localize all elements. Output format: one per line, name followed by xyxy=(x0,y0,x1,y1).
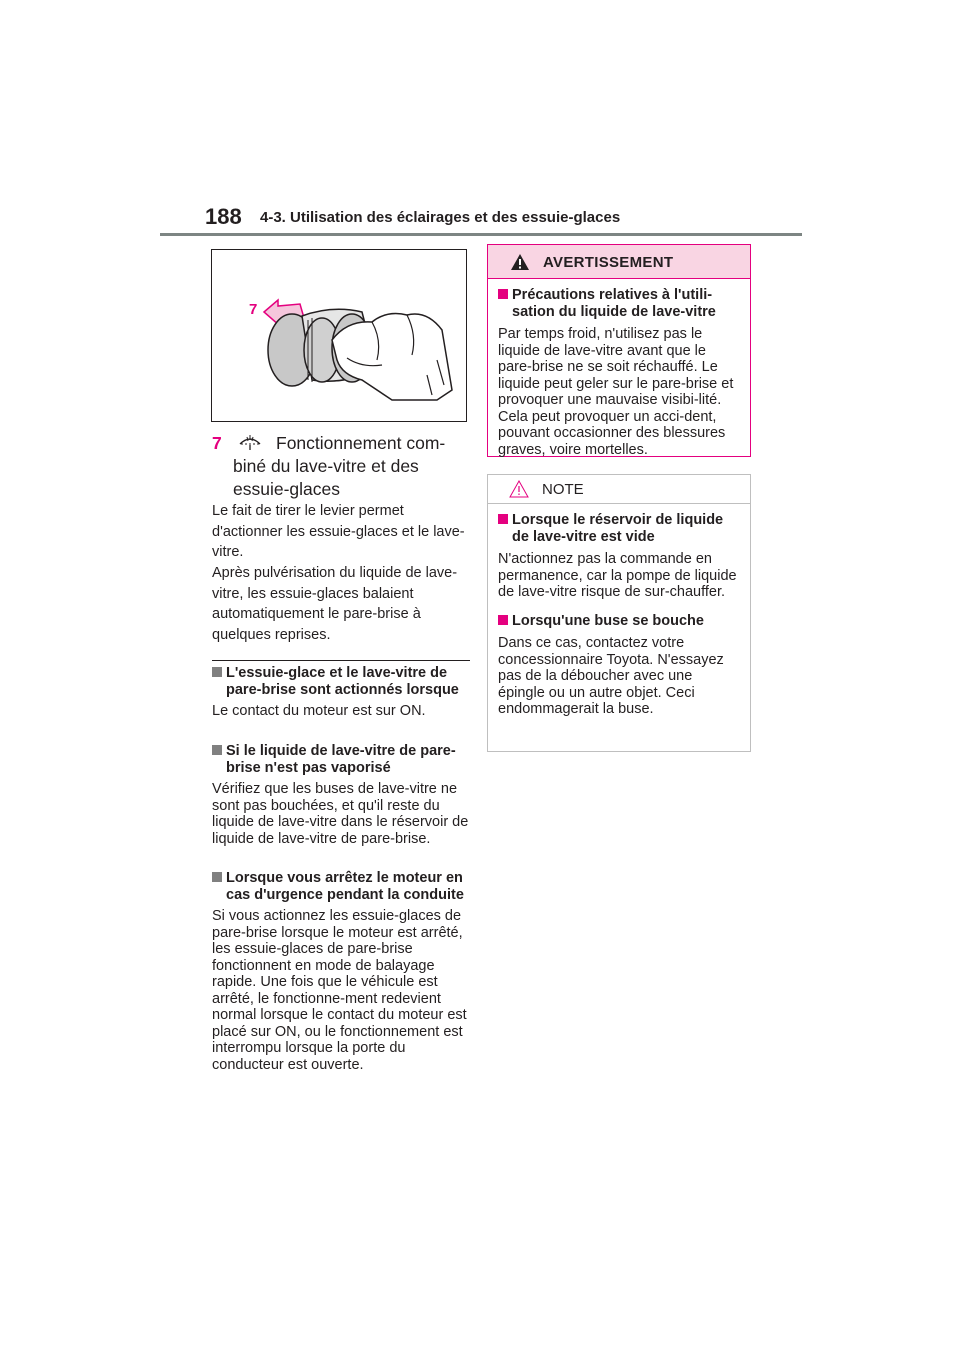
paragraph-1: Le fait de tirer le levier permet d'actionner les essuie-glaces et le lave-vitre. xyxy=(212,503,465,560)
note-box xyxy=(487,474,751,752)
square-bullet-icon xyxy=(212,667,222,677)
square-bullet-icon xyxy=(498,289,508,299)
step-line-3: essuie-glaces xyxy=(233,479,340,499)
square-bullet-icon xyxy=(212,745,222,755)
wiper-lever-illustration xyxy=(211,249,467,422)
section-3 xyxy=(212,870,470,1073)
section-3-body: Si vous actionnez les essuie-glaces de pare-brise lorsque le moteur est arrêté, les essuie-glaces de pare-brise fonctionnent en mode de balayage rapide. Une fois que le véhicule est arrêté, le fonctionne-ment redevient normal lorsque le contact du moteur est placé sur ON, ou le fonctionnement est interrompu lorsque la porte du conducteur est ouverte. xyxy=(212,908,467,1073)
note-item-1-body: N'actionnez pas la commande en permanence, car la pompe de liquide de lave-vitre risque de sur-chauffer. xyxy=(498,551,737,600)
warning-heading: Précautions relatives à l'utili-sation du liquide de lave-vitre xyxy=(498,287,741,320)
hand-drawing xyxy=(332,314,452,400)
warning-title: AVERTISSEMENT xyxy=(543,254,674,271)
note-item-2-body: Dans ce cas, contactez votre concessionnaire Toyota. N'essayez pas de la déboucher avec une épingle ou un autre objet. Ceci endommagerait la buse. xyxy=(498,635,724,717)
section-1-heading: L'essuie-glace et le lave-vitre de pare-brise sont actionnés lorsque xyxy=(212,665,470,698)
section-1 xyxy=(212,660,470,720)
square-bullet-icon xyxy=(498,615,508,625)
section-3-heading: Lorsque vous arrêtez le moteur en cas d'urgence pendant la conduite xyxy=(212,870,470,903)
section-2-heading: Si le liquide de lave-vitre de pare-brise n'est pas vaporisé xyxy=(212,743,470,776)
step-number: 7 xyxy=(212,433,222,453)
section-2-body: Vérifiez que les buses de lave-vitre ne sont pas bouchées, et qu'il reste du liquide de lave-vitre dans le réservoir de liquide de lave-vitre de pare-brise. xyxy=(212,781,469,847)
page-header xyxy=(160,200,802,236)
warning-box xyxy=(487,244,751,457)
header-rule xyxy=(160,233,802,236)
note-title: NOTE xyxy=(542,481,584,498)
section-1-body: Le contact du moteur est sur ON. xyxy=(212,703,426,719)
note-item-2-heading: Lorsqu'une buse se bouche xyxy=(498,613,741,630)
step-line-2: biné du lave-vitre et des xyxy=(233,456,419,476)
square-bullet-icon xyxy=(498,514,508,524)
note-item-1-heading: Lorsque le réservoir de liquide de lave-vitre est vide xyxy=(498,512,741,545)
warning-header xyxy=(488,245,750,279)
step-7 xyxy=(212,432,472,501)
windshield-washer-icon xyxy=(238,432,262,452)
page-number: 188 xyxy=(205,204,242,229)
figure-callout-7: 7 xyxy=(249,301,258,318)
square-bullet-icon xyxy=(212,872,222,882)
caution-triangle-icon xyxy=(509,480,529,498)
step-line-1: Fonctionnement com- xyxy=(276,433,446,453)
note-header xyxy=(488,475,750,504)
section-title: 4-3. Utilisation des éclairages et des essuie-glaces xyxy=(260,209,621,226)
section-2 xyxy=(212,743,470,847)
warning-body: Par temps froid, n'utilisez pas le liquide de lave-vitre avant que le pare-brise ne se soit réchauffé. Le liquide peut geler sur le pare-brise et provoquer une mauvaise visibi-lité. Cela peut provoquer un acci-dent, pouvant occasionner des blessures graves, voire mortelles. xyxy=(498,326,734,458)
warning-triangle-icon xyxy=(510,253,530,271)
paragraph-2: Après pulvérisation du liquide de lave-vitre, les essuie-glaces balaient automatiquement le pare-brise à quelques reprises. xyxy=(212,565,458,643)
